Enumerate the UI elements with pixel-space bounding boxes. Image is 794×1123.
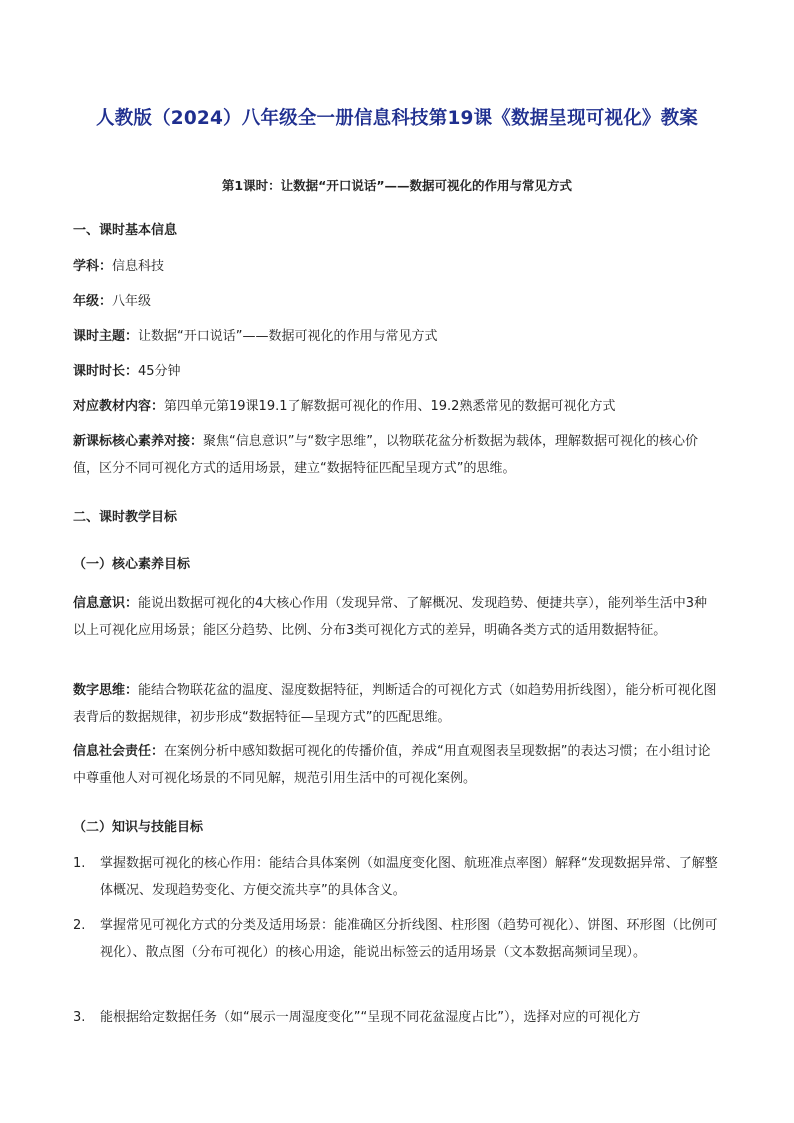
subject-line <box>73 258 164 276</box>
goal3-label: 信息社会责任： <box>73 744 165 759</box>
content-label: 对应教材内容： <box>73 399 165 414</box>
list-item-number: 3. <box>73 1010 86 1025</box>
list-item-number: 1. <box>73 856 86 871</box>
goal1-text: 能说出数据可视化的4大核心作用（发现异常、了解概况、发现趋势、便捷共享），能列举生活中3种以上可视化应用场景；能区分趋势、比例、分布3类可视化方式的差异，明确各类方式的适用数据特征。 <box>73 596 708 638</box>
goal3-text: 在案例分析中感知数据可视化的传播价值，养成“用直观图表呈现数据”的表达习惯；在小组讨论中尊重他人对可视化场景的不同见解，规范引用生活中的可视化案例。 <box>73 744 711 786</box>
grade-value: 八年级 <box>112 294 152 309</box>
goal2-label: 数字思维： <box>73 683 139 698</box>
section-heading-goals: 二、课时教学目标 <box>73 510 178 525</box>
goal1-label: 信息意识： <box>73 596 139 611</box>
list-item <box>73 850 719 904</box>
subsection-heading-knowledge-skills: （二）知识与技能目标 <box>73 820 204 835</box>
content-value: 第四单元第19课19.1了解数据可视化的作用、19.2熟悉常见的数据可视化方式 <box>164 399 616 414</box>
list-item <box>73 912 719 966</box>
duration-line <box>73 363 181 381</box>
list-item <box>73 1004 719 1031</box>
grade-line <box>73 293 151 311</box>
grade-label: 年级： <box>73 294 113 309</box>
section-heading-basic-info: 一、课时基本信息 <box>73 223 178 238</box>
goal-paragraph-digital-thinking <box>73 677 719 731</box>
list-item-text: 能根据给定数据任务（如“展示一周湿度变化”“呈现不同花盆湿度占比”），选择对应的可视化方 <box>100 1010 641 1025</box>
list-item-number: 2. <box>73 918 86 933</box>
list-item-text: 掌握数据可视化的核心作用：能结合具体案例（如温度变化图、航班准点率图）解释“发现数据异常、了解整体概况、发现趋势变化、方便交流共享”的具体含义。 <box>100 856 718 898</box>
topic-value: 让数据“开口说话”——数据可视化的作用与常见方式 <box>138 329 438 344</box>
subsection-heading-core-literacy: （一）核心素养目标 <box>73 557 191 572</box>
standard-paragraph <box>73 428 719 482</box>
document-title: 人教版（2024）八年级全一册信息科技第19课《数据呈现可视化》教案 <box>95 108 699 129</box>
topic-label: 课时主题： <box>73 329 139 344</box>
subject-value: 信息科技 <box>112 259 165 274</box>
list-item-text: 掌握常见可视化方式的分类及适用场景：能准确区分折线图、柱形图（趋势可视化）、饼图、环形图（比例可视化）、散点图（分布可视化）的核心用途，能说出标签云的适用场景（文本数据高频词呈现）。 <box>100 918 718 960</box>
topic-line <box>73 328 438 346</box>
standard-value: 聚焦“信息意识”与“数字思维”，以物联花盆分析数据为载体，理解数据可视化的核心价值，区分不同可视化方式的适用场景，建立“数据特征匹配呈现方式”的思维。 <box>73 434 698 476</box>
goal2-text: 能结合物联花盆的温度、湿度数据特征，判断适合的可视化方式（如趋势用折线图），能分析可视化图表背后的数据规律，初步形成“数据特征—呈现方式”的匹配思维。 <box>73 683 717 725</box>
content-line <box>73 398 615 416</box>
goal-paragraph-information-awareness <box>73 590 719 644</box>
standard-label: 新课标核心素养对接： <box>73 434 204 449</box>
lesson-subtitle: 第1课时：让数据“开口说话”——数据可视化的作用与常见方式 <box>221 178 573 193</box>
subject-label: 学科： <box>73 259 113 274</box>
duration-label: 课时时长： <box>73 364 139 379</box>
goal-paragraph-social-responsibility <box>73 738 719 792</box>
duration-value: 45分钟 <box>138 364 181 379</box>
